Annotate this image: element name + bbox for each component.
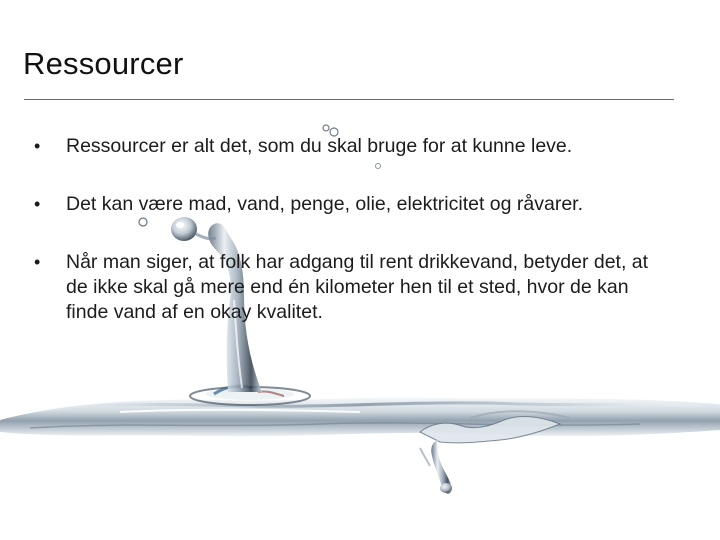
bullet-marker: • [34,252,41,272]
bullet-text: Når man siger, at folk har adgang til rent drikkevand, betyder det, at de ikke skal gå mere end én kilometer hen til et sted, hvor de kan finde vand af en okay kvalitet. [66,251,649,323]
bullet-list [34,134,674,358]
title-divider [24,99,674,100]
bullet-item [34,192,674,217]
bullet-marker: • [34,136,41,156]
bullet-text: Det kan være mad, vand, penge, olie, elektricitet og råvarer. [66,193,584,215]
slide-title: Ressourcer [23,46,184,81]
bullet-text: Ressourcer er alt det, som du skal bruge for at kunne leve. [66,135,573,157]
droplet [323,125,329,131]
bullet-marker: • [34,194,41,214]
bullet-item [34,134,674,159]
bullet-item [34,250,674,325]
